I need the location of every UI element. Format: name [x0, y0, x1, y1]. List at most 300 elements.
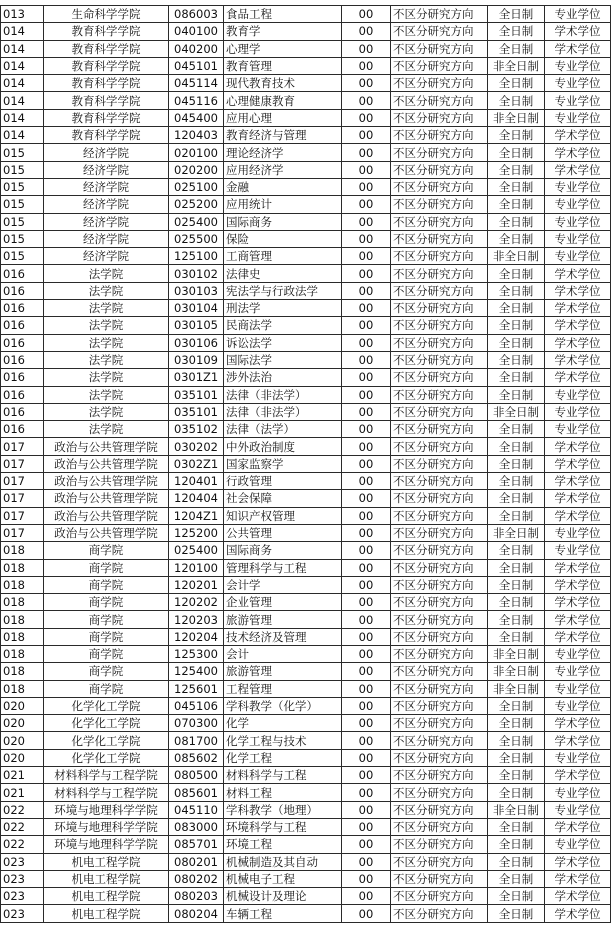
school-code-cell: 021 [1, 784, 44, 801]
study-mode-cell: 全日制 [488, 178, 545, 195]
study-mode-cell: 全日制 [488, 870, 545, 887]
major-name-cell: 教育管理 [224, 57, 342, 74]
direction-code-cell: 00 [342, 351, 391, 368]
study-mode-cell: 全日制 [488, 196, 545, 213]
research-direction-cell: 不区分研究方向 [391, 57, 488, 74]
degree-type-cell: 学术学位 [545, 870, 611, 887]
major-name-cell: 应用统计 [224, 196, 342, 213]
direction-code-cell: 00 [342, 611, 391, 628]
school-name-cell: 政治与公共管理学院 [44, 438, 169, 455]
research-direction-cell: 不区分研究方向 [391, 663, 488, 680]
research-direction-cell: 不区分研究方向 [391, 749, 488, 766]
major-name-cell: 涉外法治 [224, 369, 342, 386]
degree-type-cell: 学术学位 [545, 438, 611, 455]
major-code-cell: 030105 [169, 317, 224, 334]
school-name-cell: 经济学院 [44, 213, 169, 230]
degree-type-cell: 学术学位 [545, 300, 611, 317]
degree-type-cell: 学术学位 [545, 317, 611, 334]
study-mode-cell: 全日制 [488, 767, 545, 784]
enrollment-table-container [0, 5, 611, 923]
degree-type-cell: 学术学位 [545, 40, 611, 57]
degree-type-cell: 学术学位 [545, 507, 611, 524]
school-name-cell: 教育科学学院 [44, 75, 169, 92]
direction-code-cell: 00 [342, 178, 391, 195]
degree-type-cell: 专业学位 [545, 248, 611, 265]
school-code-cell: 018 [1, 645, 44, 662]
school-code-cell: 017 [1, 490, 44, 507]
research-direction-cell: 不区分研究方向 [391, 853, 488, 870]
direction-code-cell: 00 [342, 265, 391, 282]
school-code-cell: 018 [1, 594, 44, 611]
study-mode-cell: 全日制 [488, 559, 545, 576]
major-name-cell: 管理科学与工程 [224, 559, 342, 576]
research-direction-cell: 不区分研究方向 [391, 196, 488, 213]
school-code-cell: 018 [1, 663, 44, 680]
study-mode-cell: 全日制 [488, 732, 545, 749]
school-code-cell: 017 [1, 524, 44, 541]
major-code-cell: 030109 [169, 351, 224, 368]
table-row [1, 6, 611, 23]
study-mode-cell: 全日制 [488, 455, 545, 472]
school-name-cell: 法学院 [44, 317, 169, 334]
major-code-cell: 120202 [169, 594, 224, 611]
study-mode-cell: 非全日制 [488, 524, 545, 541]
research-direction-cell: 不区分研究方向 [391, 576, 488, 593]
major-code-cell: 125601 [169, 680, 224, 697]
table-row [1, 784, 611, 801]
direction-code-cell: 00 [342, 818, 391, 835]
major-code-cell: 045116 [169, 92, 224, 109]
study-mode-cell: 全日制 [488, 542, 545, 559]
school-name-cell: 法学院 [44, 369, 169, 386]
school-name-cell: 材料科学与工程学院 [44, 784, 169, 801]
school-name-cell: 经济学院 [44, 248, 169, 265]
table-row [1, 92, 611, 109]
table-row [1, 334, 611, 351]
major-code-cell: 083000 [169, 818, 224, 835]
degree-type-cell: 学术学位 [545, 144, 611, 161]
school-code-cell: 014 [1, 40, 44, 57]
table-row [1, 663, 611, 680]
direction-code-cell: 00 [342, 559, 391, 576]
school-code-cell: 013 [1, 6, 44, 23]
direction-code-cell: 00 [342, 542, 391, 559]
major-name-cell: 国际法学 [224, 351, 342, 368]
school-name-cell: 法学院 [44, 334, 169, 351]
school-name-cell: 商学院 [44, 645, 169, 662]
major-code-cell: 020100 [169, 144, 224, 161]
table-row [1, 490, 611, 507]
direction-code-cell: 00 [342, 507, 391, 524]
direction-code-cell: 00 [342, 749, 391, 766]
school-code-cell: 016 [1, 369, 44, 386]
school-name-cell: 教育科学学院 [44, 92, 169, 109]
study-mode-cell: 全日制 [488, 749, 545, 766]
study-mode-cell: 全日制 [488, 127, 545, 144]
degree-type-cell: 学术学位 [545, 594, 611, 611]
major-code-cell: 085602 [169, 749, 224, 766]
school-name-cell: 商学院 [44, 628, 169, 645]
table-row [1, 715, 611, 732]
school-name-cell: 政治与公共管理学院 [44, 490, 169, 507]
major-code-cell: 080202 [169, 870, 224, 887]
direction-code-cell: 00 [342, 213, 391, 230]
direction-code-cell: 00 [342, 853, 391, 870]
school-code-cell: 016 [1, 403, 44, 420]
degree-type-cell: 学术学位 [545, 628, 611, 645]
direction-code-cell: 00 [342, 801, 391, 818]
major-name-cell: 机械电子工程 [224, 870, 342, 887]
study-mode-cell: 非全日制 [488, 57, 545, 74]
school-code-cell: 015 [1, 230, 44, 247]
major-name-cell: 理论经济学 [224, 144, 342, 161]
research-direction-cell: 不区分研究方向 [391, 127, 488, 144]
research-direction-cell: 不区分研究方向 [391, 836, 488, 853]
table-row [1, 628, 611, 645]
table-row [1, 853, 611, 870]
table-row [1, 576, 611, 593]
major-code-cell: 035101 [169, 403, 224, 420]
major-name-cell: 诉讼法学 [224, 334, 342, 351]
school-name-cell: 化学化工学院 [44, 732, 169, 749]
degree-type-cell: 专业学位 [545, 403, 611, 420]
direction-code-cell: 00 [342, 230, 391, 247]
table-row [1, 888, 611, 905]
major-code-cell: 045101 [169, 57, 224, 74]
direction-code-cell: 00 [342, 369, 391, 386]
degree-type-cell: 专业学位 [545, 645, 611, 662]
table-body [1, 6, 611, 923]
school-code-cell: 014 [1, 127, 44, 144]
study-mode-cell: 全日制 [488, 473, 545, 490]
school-name-cell: 化学化工学院 [44, 697, 169, 714]
major-name-cell: 现代教育技术 [224, 75, 342, 92]
research-direction-cell: 不区分研究方向 [391, 818, 488, 835]
direction-code-cell: 00 [342, 161, 391, 178]
school-name-cell: 经济学院 [44, 230, 169, 247]
major-name-cell: 国际商务 [224, 213, 342, 230]
study-mode-cell: 全日制 [488, 905, 545, 922]
research-direction-cell: 不区分研究方向 [391, 213, 488, 230]
degree-type-cell: 学术学位 [545, 767, 611, 784]
research-direction-cell: 不区分研究方向 [391, 351, 488, 368]
major-code-cell: 045400 [169, 109, 224, 126]
study-mode-cell: 非全日制 [488, 680, 545, 697]
school-code-cell: 023 [1, 853, 44, 870]
degree-type-cell: 专业学位 [545, 801, 611, 818]
degree-type-cell: 学术学位 [545, 715, 611, 732]
degree-type-cell: 专业学位 [545, 6, 611, 23]
school-name-cell: 法学院 [44, 282, 169, 299]
research-direction-cell: 不区分研究方向 [391, 403, 488, 420]
research-direction-cell: 不区分研究方向 [391, 559, 488, 576]
table-row [1, 524, 611, 541]
school-code-cell: 017 [1, 455, 44, 472]
major-name-cell: 教育学 [224, 23, 342, 40]
major-name-cell: 教育经济与管理 [224, 127, 342, 144]
table-row [1, 905, 611, 922]
study-mode-cell: 全日制 [488, 6, 545, 23]
research-direction-cell: 不区分研究方向 [391, 888, 488, 905]
direction-code-cell: 00 [342, 438, 391, 455]
major-code-cell: 070300 [169, 715, 224, 732]
school-name-cell: 政治与公共管理学院 [44, 507, 169, 524]
degree-type-cell: 学术学位 [545, 282, 611, 299]
school-code-cell: 016 [1, 351, 44, 368]
major-code-cell: 120404 [169, 490, 224, 507]
degree-type-cell: 专业学位 [545, 697, 611, 714]
school-code-cell: 022 [1, 836, 44, 853]
table-row [1, 594, 611, 611]
school-code-cell: 016 [1, 421, 44, 438]
major-name-cell: 机械制造及其自动 [224, 853, 342, 870]
table-row [1, 421, 611, 438]
direction-code-cell: 00 [342, 144, 391, 161]
school-code-cell: 020 [1, 732, 44, 749]
school-name-cell: 机电工程学院 [44, 888, 169, 905]
research-direction-cell: 不区分研究方向 [391, 300, 488, 317]
study-mode-cell: 全日制 [488, 507, 545, 524]
degree-type-cell: 专业学位 [545, 109, 611, 126]
major-name-cell: 民商法学 [224, 317, 342, 334]
direction-code-cell: 00 [342, 594, 391, 611]
school-name-cell: 政治与公共管理学院 [44, 473, 169, 490]
major-name-cell: 工程管理 [224, 680, 342, 697]
major-code-cell: 125200 [169, 524, 224, 541]
study-mode-cell: 全日制 [488, 75, 545, 92]
research-direction-cell: 不区分研究方向 [391, 542, 488, 559]
school-code-cell: 021 [1, 767, 44, 784]
major-code-cell: 030106 [169, 334, 224, 351]
research-direction-cell: 不区分研究方向 [391, 455, 488, 472]
table-row [1, 127, 611, 144]
major-name-cell: 环境科学与工程 [224, 818, 342, 835]
direction-code-cell: 00 [342, 127, 391, 144]
school-code-cell: 015 [1, 196, 44, 213]
research-direction-cell: 不区分研究方向 [391, 40, 488, 57]
direction-code-cell: 00 [342, 680, 391, 697]
direction-code-cell: 00 [342, 697, 391, 714]
school-name-cell: 政治与公共管理学院 [44, 455, 169, 472]
school-name-cell: 商学院 [44, 594, 169, 611]
school-name-cell: 商学院 [44, 680, 169, 697]
school-code-cell: 016 [1, 282, 44, 299]
study-mode-cell: 非全日制 [488, 801, 545, 818]
major-name-cell: 法律（非法学） [224, 386, 342, 403]
study-mode-cell: 全日制 [488, 490, 545, 507]
degree-type-cell: 专业学位 [545, 230, 611, 247]
major-code-cell: 120204 [169, 628, 224, 645]
major-code-cell: 025200 [169, 196, 224, 213]
table-row [1, 507, 611, 524]
school-code-cell: 014 [1, 23, 44, 40]
major-name-cell: 车辆工程 [224, 905, 342, 922]
major-code-cell: 081700 [169, 732, 224, 749]
table-row [1, 559, 611, 576]
degree-type-cell: 专业学位 [545, 680, 611, 697]
degree-type-cell: 学术学位 [545, 888, 611, 905]
major-code-cell: 040200 [169, 40, 224, 57]
study-mode-cell: 全日制 [488, 836, 545, 853]
degree-type-cell: 专业学位 [545, 749, 611, 766]
research-direction-cell: 不区分研究方向 [391, 732, 488, 749]
degree-type-cell: 学术学位 [545, 490, 611, 507]
major-code-cell: 035101 [169, 386, 224, 403]
direction-code-cell: 00 [342, 663, 391, 680]
major-code-cell: 125400 [169, 663, 224, 680]
school-name-cell: 机电工程学院 [44, 870, 169, 887]
research-direction-cell: 不区分研究方向 [391, 524, 488, 541]
table-row [1, 230, 611, 247]
major-name-cell: 金融 [224, 178, 342, 195]
table-row [1, 836, 611, 853]
direction-code-cell: 00 [342, 282, 391, 299]
direction-code-cell: 00 [342, 836, 391, 853]
major-name-cell: 学科教学（地理） [224, 801, 342, 818]
study-mode-cell: 非全日制 [488, 403, 545, 420]
degree-type-cell: 学术学位 [545, 732, 611, 749]
school-name-cell: 商学院 [44, 542, 169, 559]
major-name-cell: 心理健康教育 [224, 92, 342, 109]
table-row [1, 248, 611, 265]
major-code-cell: 035102 [169, 421, 224, 438]
research-direction-cell: 不区分研究方向 [391, 248, 488, 265]
direction-code-cell: 00 [342, 317, 391, 334]
degree-type-cell: 学术学位 [545, 905, 611, 922]
school-code-cell: 014 [1, 109, 44, 126]
direction-code-cell: 00 [342, 403, 391, 420]
research-direction-cell: 不区分研究方向 [391, 178, 488, 195]
school-code-cell: 020 [1, 749, 44, 766]
research-direction-cell: 不区分研究方向 [391, 645, 488, 662]
major-code-cell: 080204 [169, 905, 224, 922]
table-row [1, 351, 611, 368]
research-direction-cell: 不区分研究方向 [391, 6, 488, 23]
major-code-cell: 030102 [169, 265, 224, 282]
school-name-cell: 商学院 [44, 663, 169, 680]
research-direction-cell: 不区分研究方向 [391, 870, 488, 887]
direction-code-cell: 00 [342, 732, 391, 749]
school-name-cell: 教育科学学院 [44, 57, 169, 74]
research-direction-cell: 不区分研究方向 [391, 317, 488, 334]
major-name-cell: 刑法学 [224, 300, 342, 317]
study-mode-cell: 非全日制 [488, 663, 545, 680]
research-direction-cell: 不区分研究方向 [391, 92, 488, 109]
major-name-cell: 旅游管理 [224, 611, 342, 628]
major-name-cell: 应用经济学 [224, 161, 342, 178]
study-mode-cell: 全日制 [488, 230, 545, 247]
major-name-cell: 应用心理 [224, 109, 342, 126]
school-code-cell: 015 [1, 144, 44, 161]
major-name-cell: 心理学 [224, 40, 342, 57]
school-name-cell: 法学院 [44, 421, 169, 438]
school-code-cell: 020 [1, 697, 44, 714]
school-name-cell: 经济学院 [44, 161, 169, 178]
school-name-cell: 环境与地理科学学院 [44, 801, 169, 818]
direction-code-cell: 00 [342, 109, 391, 126]
study-mode-cell: 非全日制 [488, 109, 545, 126]
school-name-cell: 经济学院 [44, 196, 169, 213]
school-code-cell: 017 [1, 438, 44, 455]
study-mode-cell: 全日制 [488, 23, 545, 40]
school-name-cell: 商学院 [44, 576, 169, 593]
degree-type-cell: 专业学位 [545, 75, 611, 92]
school-code-cell: 023 [1, 870, 44, 887]
direction-code-cell: 00 [342, 300, 391, 317]
major-code-cell: 120403 [169, 127, 224, 144]
research-direction-cell: 不区分研究方向 [391, 680, 488, 697]
degree-type-cell: 专业学位 [545, 784, 611, 801]
research-direction-cell: 不区分研究方向 [391, 905, 488, 922]
school-name-cell: 环境与地理科学学院 [44, 818, 169, 835]
school-name-cell: 生命科学学院 [44, 6, 169, 23]
research-direction-cell: 不区分研究方向 [391, 386, 488, 403]
degree-type-cell: 学术学位 [545, 334, 611, 351]
table-row [1, 473, 611, 490]
research-direction-cell: 不区分研究方向 [391, 784, 488, 801]
direction-code-cell: 00 [342, 421, 391, 438]
degree-type-cell: 专业学位 [545, 542, 611, 559]
school-name-cell: 经济学院 [44, 178, 169, 195]
major-code-cell: 120201 [169, 576, 224, 593]
school-name-cell: 环境与地理科学学院 [44, 836, 169, 853]
school-name-cell: 教育科学学院 [44, 40, 169, 57]
major-code-cell: 125100 [169, 248, 224, 265]
degree-type-cell: 专业学位 [545, 92, 611, 109]
school-name-cell: 商学院 [44, 559, 169, 576]
study-mode-cell: 全日制 [488, 334, 545, 351]
table-row [1, 265, 611, 282]
research-direction-cell: 不区分研究方向 [391, 75, 488, 92]
study-mode-cell: 全日制 [488, 697, 545, 714]
degree-type-cell: 学术学位 [545, 473, 611, 490]
research-direction-cell: 不区分研究方向 [391, 594, 488, 611]
school-name-cell: 法学院 [44, 265, 169, 282]
major-code-cell: 025500 [169, 230, 224, 247]
research-direction-cell: 不区分研究方向 [391, 421, 488, 438]
research-direction-cell: 不区分研究方向 [391, 611, 488, 628]
study-mode-cell: 全日制 [488, 888, 545, 905]
table-row [1, 386, 611, 403]
school-code-cell: 016 [1, 334, 44, 351]
research-direction-cell: 不区分研究方向 [391, 144, 488, 161]
study-mode-cell: 全日制 [488, 161, 545, 178]
table-row [1, 23, 611, 40]
table-row [1, 317, 611, 334]
table-row [1, 213, 611, 230]
direction-code-cell: 00 [342, 386, 391, 403]
study-mode-cell: 非全日制 [488, 645, 545, 662]
school-name-cell: 教育科学学院 [44, 127, 169, 144]
direction-code-cell: 00 [342, 715, 391, 732]
major-name-cell: 材料工程 [224, 784, 342, 801]
study-mode-cell: 全日制 [488, 300, 545, 317]
school-name-cell: 化学化工学院 [44, 749, 169, 766]
study-mode-cell: 全日制 [488, 265, 545, 282]
school-code-cell: 018 [1, 628, 44, 645]
table-row [1, 455, 611, 472]
degree-type-cell: 学术学位 [545, 853, 611, 870]
school-name-cell: 机电工程学院 [44, 853, 169, 870]
study-mode-cell: 全日制 [488, 818, 545, 835]
research-direction-cell: 不区分研究方向 [391, 490, 488, 507]
study-mode-cell: 全日制 [488, 144, 545, 161]
major-code-cell: 045110 [169, 801, 224, 818]
table-row [1, 542, 611, 559]
major-name-cell: 学科教学（化学） [224, 697, 342, 714]
school-code-cell: 023 [1, 888, 44, 905]
major-name-cell: 会计学 [224, 576, 342, 593]
